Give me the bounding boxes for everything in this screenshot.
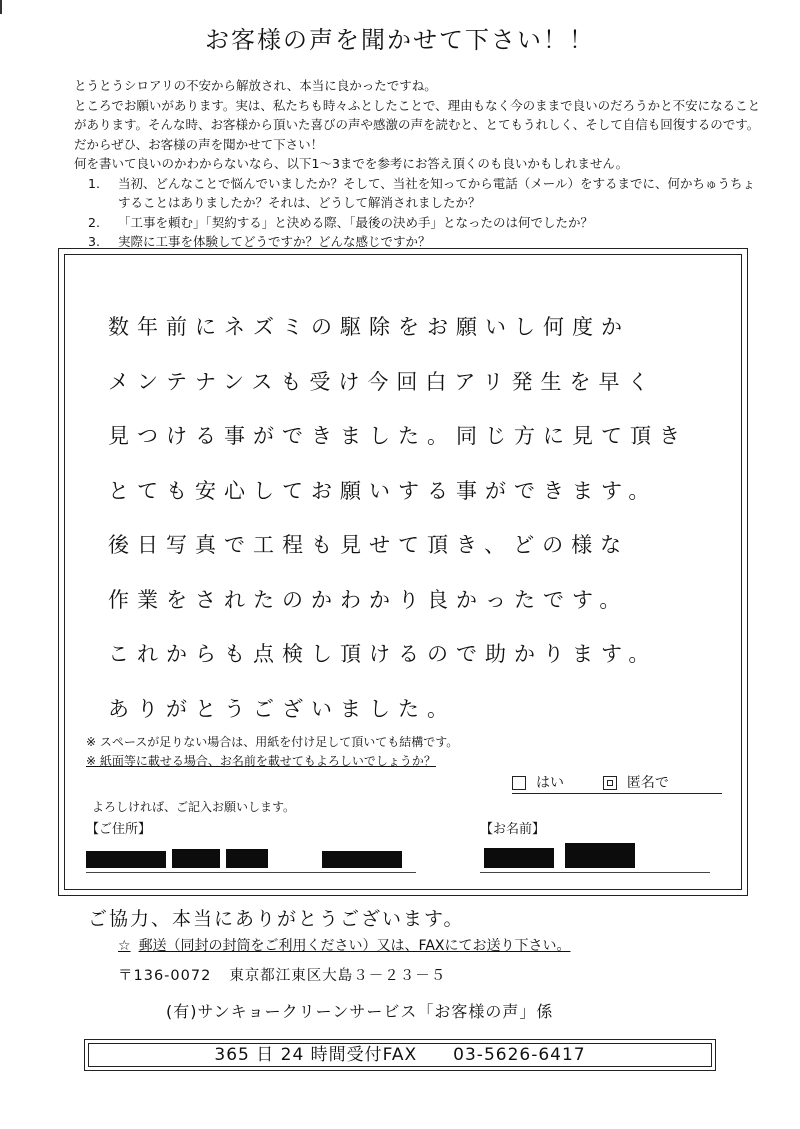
- mail-instructions: [118, 935, 571, 955]
- anonymous-checkbox[interactable]: [603, 776, 617, 790]
- handwritten-line: 数年前にネズミの駆除をお願いし何度か: [108, 315, 630, 339]
- address-redaction: [226, 849, 268, 868]
- address-field-line: [86, 872, 416, 873]
- anonymous-option-label: 匿名で: [626, 775, 669, 791]
- handwritten-line: ありがとうございました。: [108, 696, 456, 721]
- question-text: 「工事を頼む」「契約する」と決める際、「最後の決め手」となったのは何でしたか？: [118, 214, 594, 230]
- publish-name-question: ※ 紙面等に載せる場合、お名前を載せてもよろしいでしょうか？: [86, 754, 436, 768]
- name-publish-options: [512, 772, 722, 794]
- star-icon: ☆: [118, 938, 131, 954]
- page-title: お客様の声を聞かせて下さい！！: [205, 26, 595, 54]
- thanks-message: ご協力、本当にありがとうございます。: [88, 908, 465, 930]
- question-number: 2.: [88, 214, 100, 230]
- handwritten-line: メンテナンスも受け今回白アリ発生を早く: [108, 369, 657, 394]
- question-text: 当初、どんなことで悩んでいましたか？そして、当社を知ってから電話（メール）をするまでに、何かちゅうちょすることはありましたか？それは、どうして解消されましたか？: [118, 175, 756, 210]
- postal-code: 〒136-0072: [118, 968, 212, 984]
- fax-number: 03-5626-6417: [453, 1045, 586, 1065]
- space-note: ※ スペースが足りない場合は、用紙を付け足して頂いても結構です。: [86, 735, 459, 749]
- question-text: 実際に工事を体験してどうですか？どんな感じですか？: [118, 234, 431, 249]
- handwritten-line: 後日写真で工程も見せて頂き、どの様な: [108, 533, 630, 557]
- intro-section: [74, 76, 764, 252]
- question-item: [74, 174, 764, 213]
- handwritten-line: 作業をされたのかわかり良かったです。: [108, 587, 629, 612]
- address-label: 【ご住所】: [86, 822, 152, 837]
- yes-option-label: はい: [536, 775, 564, 791]
- company-name: (有)サンキョークリーンサービス「お客様の声」係: [166, 1002, 554, 1021]
- handwritten-comment: [108, 300, 728, 736]
- question-item: [74, 213, 764, 233]
- handwritten-line: これからも点検し頂けるので助かります。: [108, 642, 658, 666]
- scan-edge-mark: [0, 0, 2, 14]
- handwritten-line: とても安心してお願いする事ができます。: [108, 478, 658, 503]
- question-number: 3.: [88, 234, 100, 249]
- name-redaction: [484, 848, 554, 868]
- please-fill-text: よろしければ、ご記入お願いします。: [92, 800, 296, 814]
- street-address: 東京都江東区大島３－２３－５: [229, 968, 447, 984]
- handwritten-line: 見つける事ができました。同じ方に見て頂き: [108, 424, 688, 448]
- intro-paragraph: ところでお願いがあります。実は、私たちも時々ふとしたことで、理由もなく今のままで良いのだろうかと不安になることがあります。そんな時、お客様から頂いた喜びの声や感激の声を読むと、とてもうれしく、そして自信も回復するのです。だからぜひ、お客様の声を聞かせて下さい！: [74, 97, 761, 152]
- address-redaction: [322, 851, 402, 868]
- address-redaction: [86, 851, 166, 868]
- address-redaction: [172, 849, 220, 868]
- name-redaction: [565, 843, 635, 868]
- yes-checkbox[interactable]: [512, 776, 526, 790]
- fax-box: [88, 1043, 712, 1067]
- name-field-line: [480, 872, 710, 873]
- question-number: 1.: [88, 175, 100, 191]
- name-label: 【お名前】: [480, 822, 546, 837]
- fax-label: 365 日 24 時間受付FAX: [214, 1045, 418, 1065]
- intro-paragraph: 何を書いて良いのかわからないなら、以下1～3までを参考にお答え頂くのも良いかもしれません。: [74, 156, 629, 171]
- postal-address: [118, 964, 446, 985]
- intro-paragraph: とうとうシロアリの不安から解放され、本当に良かったですね。: [74, 78, 437, 93]
- mail-instructions-text: 郵送（同封の封筒をご利用ください）又は、FAXにてお送り下さい。: [138, 938, 571, 954]
